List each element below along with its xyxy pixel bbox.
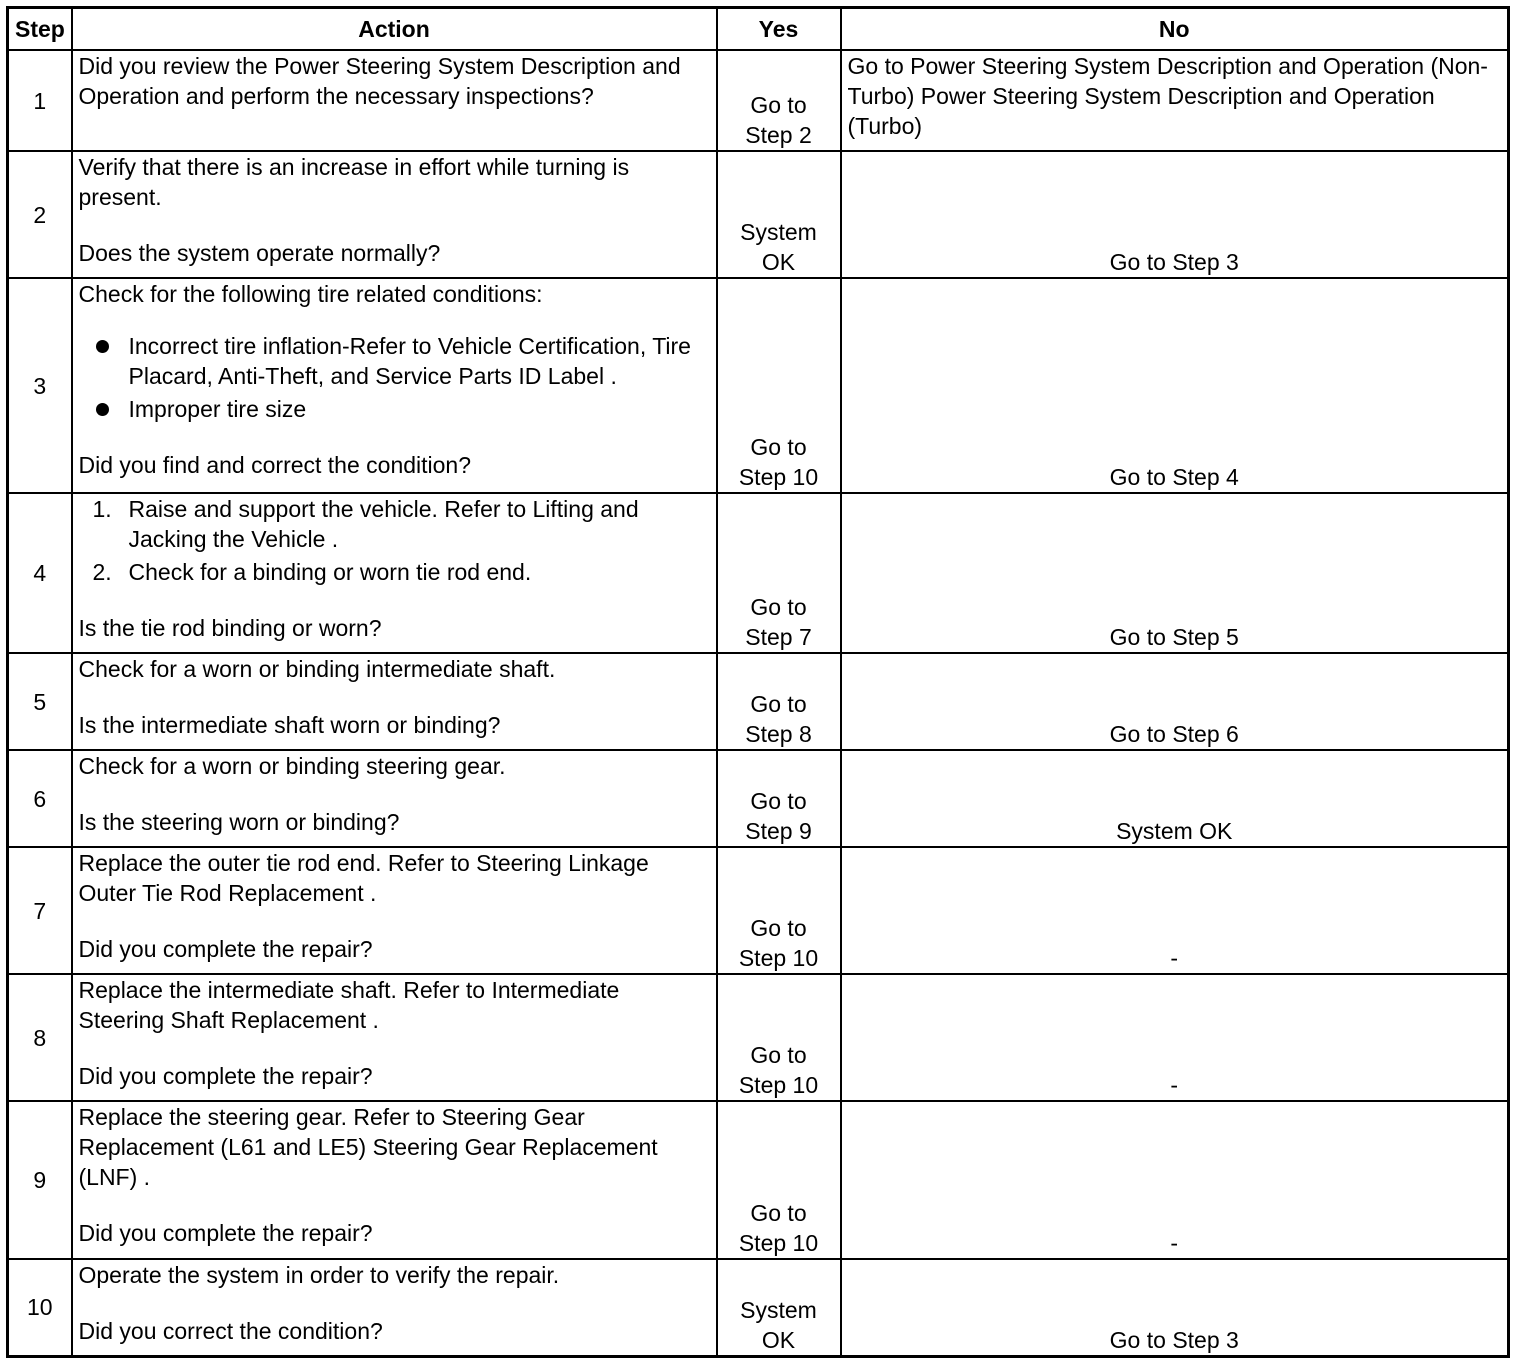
action-question: Did you review the Power Steering System Description and Operation and perform the necessary inspections? [78,53,681,109]
action-cell [72,1101,717,1259]
no-cell: Go to Step 3 [841,151,1509,278]
table-row [8,278,1509,493]
header-step: Step [8,8,72,51]
action-intro: Replace the steering gear. Refer to Steering Gear Replacement (L61 and LE5) Steering Gear Replacement (LNF) . [78,1104,658,1190]
list-number: 1. [92,496,112,522]
yes-line: OK [761,249,796,275]
yes-line: Step 10 [738,945,819,971]
condition-list [79,331,710,424]
action-question: Did you complete the repair? [78,1220,373,1246]
header-yes: Yes [717,8,841,51]
action-question: Does the system operate normally? [78,240,441,266]
action-intro: Verify that there is an increase in effort while turning is present. [78,154,630,210]
header-row [8,8,1509,51]
step-number: 2 [8,151,72,278]
yes-line: Step 10 [738,1072,819,1098]
action-question: Did you complete the repair? [78,1063,373,1089]
yes-line: Step 10 [738,464,819,490]
list-text: Raise and support the vehicle. Refer to Lifting and Jacking the Vehicle . [128,496,639,552]
yes-line: Go to [750,434,807,460]
action-cell [72,278,717,493]
list-item [79,494,710,554]
yes-line: Step 7 [745,624,812,650]
action-intro: Operate the system in order to verify the repair. [78,1262,560,1288]
yes-line: Go to [750,691,807,717]
action-question: Did you complete the repair? [78,936,373,962]
action-question: Is the tie rod binding or worn? [78,615,382,641]
yes-line: Go to [750,788,807,814]
no-cell: Go to Power Steering System Description and Operation (Non-Turbo) Power Steering System Description and Operation (Turbo) [841,50,1509,151]
yes-cell [717,50,841,151]
no-cell: - [841,1101,1509,1259]
diagnostic-table [6,6,1510,1358]
yes-cell [717,847,841,974]
step-number: 10 [8,1259,72,1356]
action-cell [72,653,717,750]
action-question: Is the steering worn or binding? [78,809,400,835]
action-intro: Replace the outer tie rod end. Refer to Steering Linkage Outer Tie Rod Replacement . [78,850,649,906]
yes-line: OK [761,1326,796,1353]
step-number: 8 [8,974,72,1101]
yes-line: Go to [750,1200,807,1226]
action-intro: Check for a worn or binding steering gear. [78,753,506,779]
table-row [8,151,1509,278]
step-number: 9 [8,1101,72,1259]
list-item [79,557,710,587]
yes-line: Step 8 [745,721,812,747]
action-intro: Check for a worn or binding intermediate shaft. [78,656,556,682]
yes-line: System [740,1296,817,1323]
action-question: Is the intermediate shaft worn or binding? [78,712,501,738]
no-cell: - [841,847,1509,974]
no-cell: Go to Step 6 [841,653,1509,750]
yes-cell [717,493,841,653]
table-row [8,50,1509,151]
yes-cell [717,151,841,278]
table-row [8,750,1509,847]
no-cell: - [841,974,1509,1101]
yes-cell [717,1259,841,1356]
action-question: Did you correct the condition? [78,1318,383,1344]
step-number: 4 [8,493,72,653]
action-cell [72,974,717,1101]
action-intro: Check for the following tire related conditions: [78,281,543,307]
action-cell [72,1259,717,1356]
action-cell [72,847,717,974]
table-row [8,974,1509,1101]
table-row [8,493,1509,653]
table-row [8,1101,1509,1259]
header-action: Action [72,8,717,51]
table-row [8,653,1509,750]
action-cell [72,493,717,653]
no-cell: Go to Step 5 [841,493,1509,653]
yes-line: Go to [750,915,807,941]
no-cell: Go to Step 3 [841,1259,1509,1356]
yes-line: Step 10 [738,1230,819,1256]
action-cell [72,750,717,847]
list-item: Improper tire size [79,394,710,424]
procedure-list [79,494,710,587]
list-item: Incorrect tire inflation-Refer to Vehicle Certification, Tire Placard, Anti-Theft, and Service Parts ID Label . [79,331,710,391]
yes-cell [717,653,841,750]
yes-line: Go to [750,92,807,118]
step-number: 6 [8,750,72,847]
step-number: 5 [8,653,72,750]
yes-line: Go to [750,594,807,620]
no-cell: System OK [841,750,1509,847]
step-number: 3 [8,278,72,493]
step-number: 7 [8,847,72,974]
action-intro: Replace the intermediate shaft. Refer to Intermediate Steering Shaft Replacement . [78,977,620,1033]
yes-line: Step 9 [745,818,812,844]
yes-cell [717,750,841,847]
action-cell [72,151,717,278]
yes-cell [717,974,841,1101]
action-cell [72,50,717,151]
step-number: 1 [8,50,72,151]
header-no: No [841,8,1509,51]
list-text: Check for a binding or worn tie rod end. [128,559,532,585]
table-row [8,847,1509,974]
yes-line: System [740,219,817,245]
list-number: 2. [92,559,112,585]
table-row [8,1259,1509,1356]
yes-line: Go to [750,1042,807,1068]
action-question: Did you find and correct the condition? [78,452,472,478]
yes-cell [717,278,841,493]
yes-line: Step 2 [745,122,812,148]
no-cell: Go to Step 4 [841,278,1509,493]
yes-cell [717,1101,841,1259]
